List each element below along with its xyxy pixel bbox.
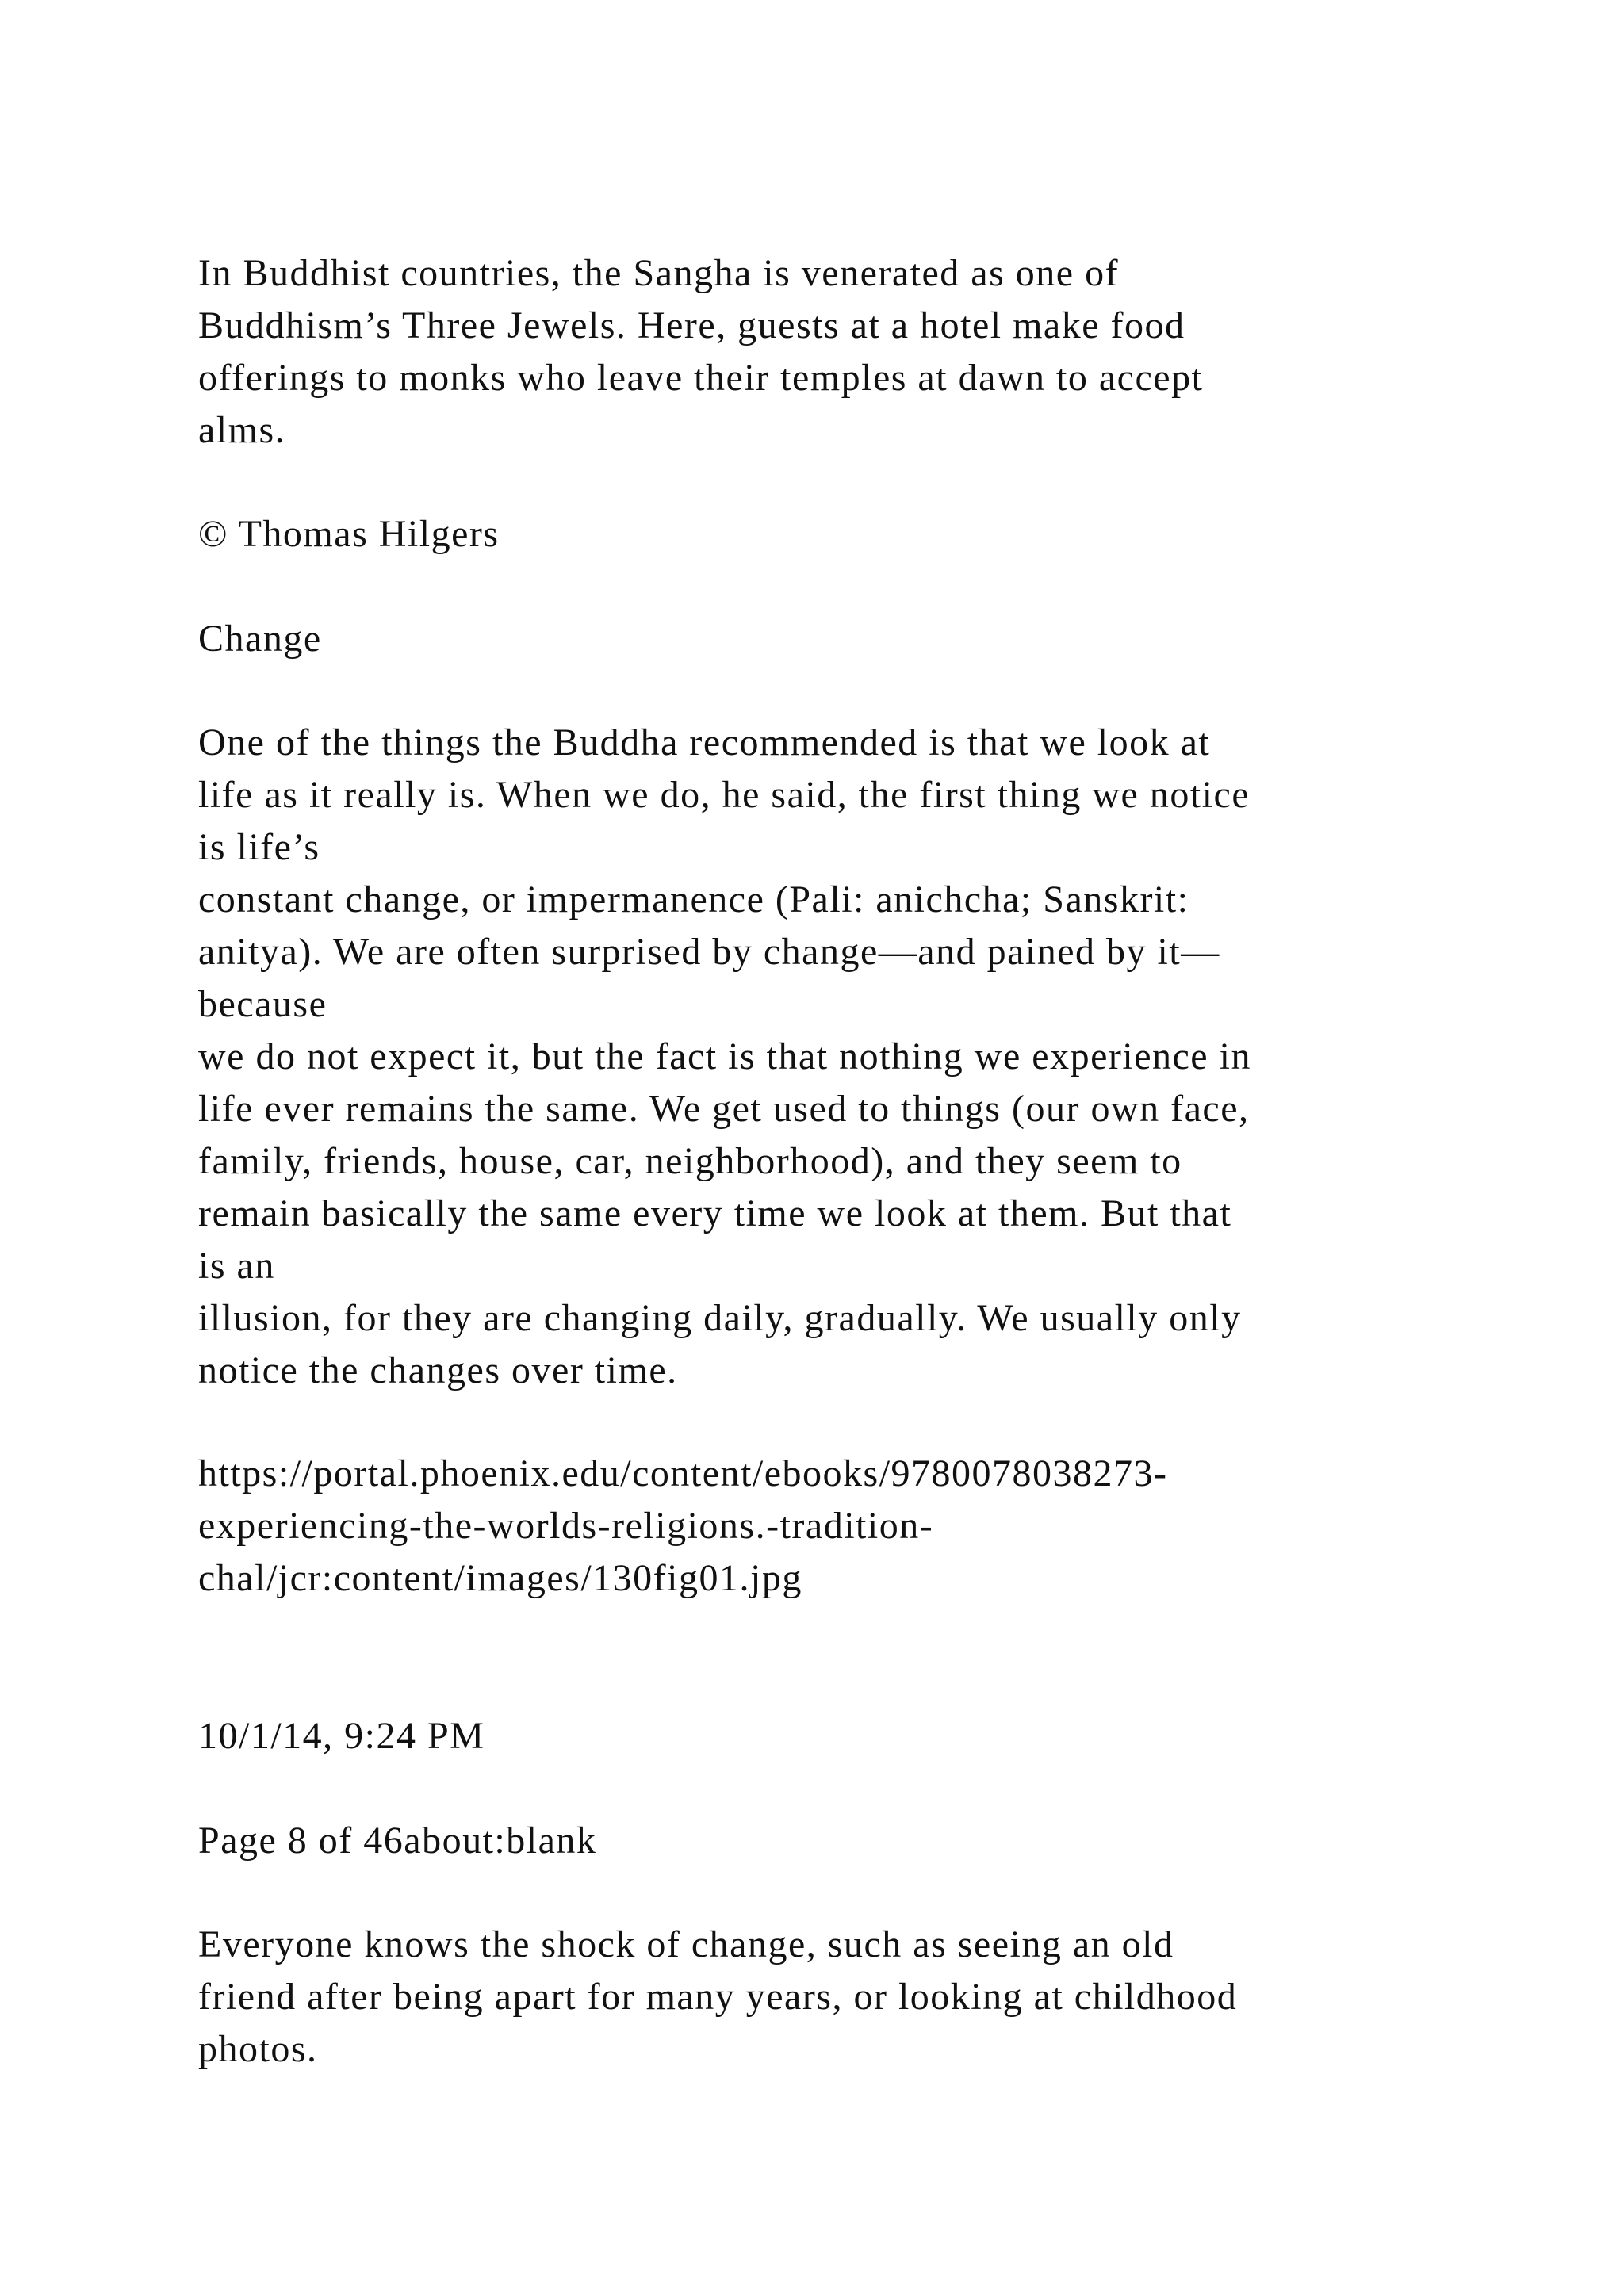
section-heading: Change bbox=[198, 618, 322, 660]
image-caption: In Buddhist countries, the Sangha is venerated as one of Buddhism’s Three Jewels. Here, guests at a hotel make food offerings to monks who leave their temples at dawn to accept alms. bbox=[198, 252, 1204, 451]
page-number-footer: Page 8 of 46about:blank bbox=[198, 1820, 597, 1862]
image-url: https://portal.phoenix.edu/content/ebooks/9780078038273- experiencing-the-worlds-religions.-tradition- chal/jcr:content/images/130fig01.jpg bbox=[198, 1452, 1168, 1599]
body-paragraph-change: One of the things the Buddha recommended is that we look at life as it really is. When we do, he said, the first thing we notice is life’s constant change, or impermanence (Pali: anichcha; Sanskrit: anitya). We are often surprised by change—and pained by it— because we do not expect it, but the fact is that nothing we experience in life ever remains the same. We get used to things (our own face, family, friends, house, car, neighborhood), and they seem to remain basically the same every time we look at them. But that is an illusion, for they are changing daily, gradually. We usually only notice the changes over time. bbox=[198, 721, 1251, 1391]
photo-credit: © Thomas Hilgers bbox=[198, 513, 500, 555]
print-timestamp: 10/1/14, 9:24 PM bbox=[198, 1715, 485, 1757]
body-paragraph-shock: Everyone knows the shock of change, such as seeing an old friend after being apart for many years, or looking at childhood photos. bbox=[198, 1923, 1238, 2070]
